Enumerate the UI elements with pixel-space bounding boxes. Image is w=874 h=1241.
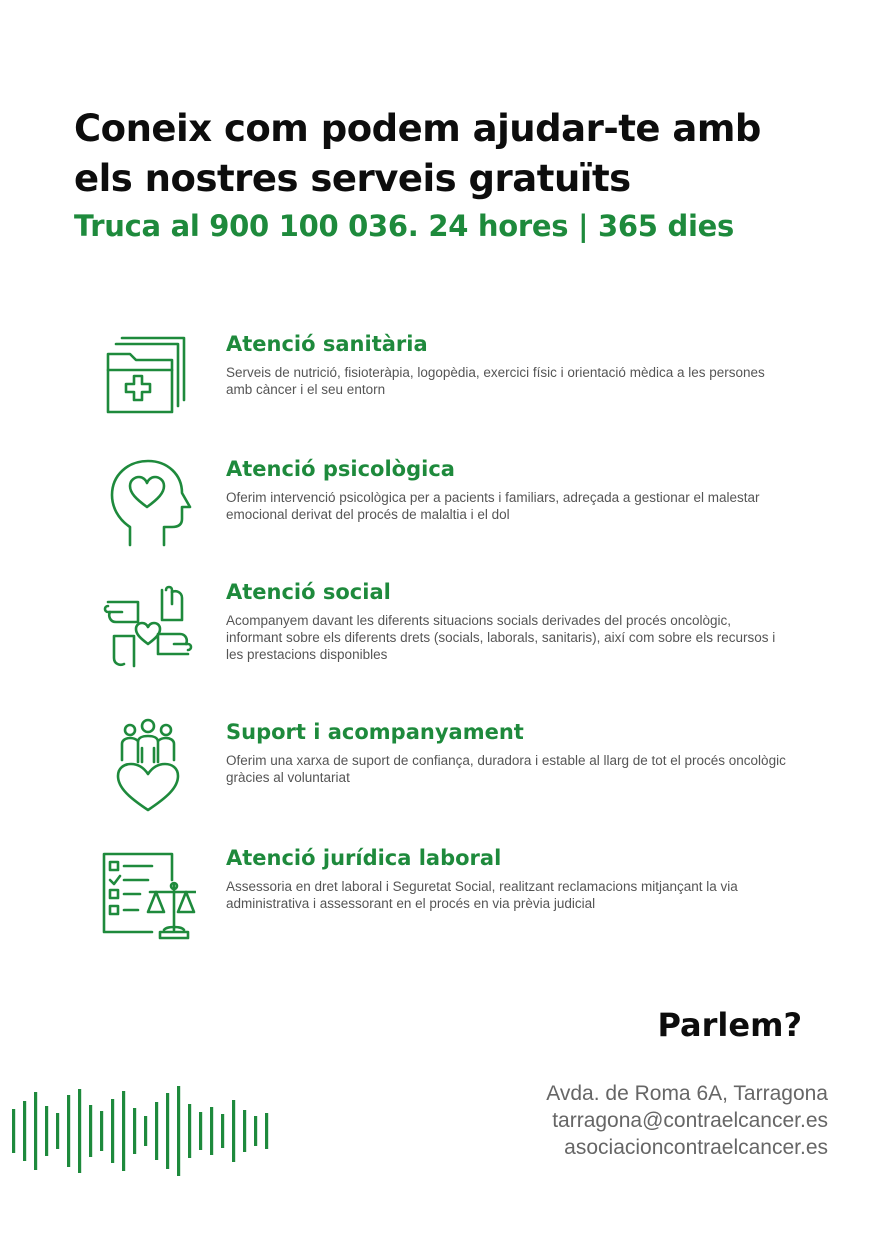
sound-bars-icon bbox=[10, 1086, 272, 1176]
parlem-heading: Parlem? bbox=[657, 1006, 802, 1044]
sound-bar bbox=[221, 1114, 224, 1148]
sound-bar bbox=[144, 1116, 147, 1146]
service-title: Atenció jurídica laboral bbox=[226, 846, 502, 870]
service-description: Serveis de nutrició, fisioteràpia, logopèdia, exercici físic i orientació mèdica a les persones amb càncer i el seu entorn bbox=[226, 365, 765, 397]
page-headline bbox=[74, 104, 814, 204]
sound-bar bbox=[100, 1111, 103, 1151]
hands-heart-icon bbox=[100, 580, 196, 676]
sound-bar bbox=[265, 1113, 268, 1149]
sound-bar bbox=[122, 1091, 125, 1171]
sound-bar bbox=[45, 1106, 48, 1156]
service-description: Assessoria en dret laboral i Seguretat Social, realitzant reclamacions mitjançant la via administrativa i assessorant en el procés en via prèvia judicial bbox=[226, 879, 738, 911]
sound-bar bbox=[177, 1086, 180, 1176]
sound-bar bbox=[111, 1099, 114, 1163]
headline-line-1: Coneix com podem ajudar-te amb bbox=[74, 107, 761, 150]
sound-bar bbox=[188, 1104, 191, 1158]
medical-folder-icon bbox=[100, 330, 196, 426]
checklist-scales-icon bbox=[100, 850, 196, 946]
sound-bar bbox=[23, 1101, 26, 1161]
sound-bar bbox=[89, 1105, 92, 1157]
service-title: Atenció social bbox=[226, 580, 391, 604]
sound-bar bbox=[210, 1107, 213, 1155]
sound-bar bbox=[155, 1102, 158, 1160]
contact-block bbox=[546, 1080, 828, 1161]
website-link[interactable]: asociacioncontraelcancer.es bbox=[564, 1136, 828, 1159]
service-title: Suport i acompanyament bbox=[226, 720, 524, 744]
sound-bar bbox=[133, 1108, 136, 1154]
service-description: Oferim intervenció psicològica per a pacients i familiars, adreçada a gestionar el malestar emocional derivat del procés de malaltia i el dol bbox=[226, 490, 760, 522]
service-title: Atenció psicològica bbox=[226, 457, 455, 481]
sound-bar bbox=[254, 1116, 257, 1146]
sound-bar bbox=[56, 1113, 59, 1149]
sound-bar bbox=[34, 1092, 37, 1170]
sound-bar bbox=[243, 1110, 246, 1152]
people-heart-icon bbox=[100, 718, 196, 814]
sound-bar bbox=[12, 1109, 15, 1153]
service-description: Acompanyem davant les diferents situacions socials derivades del procés oncològic, informant sobre els diferents drets (socials, laborals, sanitaris), així com sobre els recursos i les prestacions disponibles bbox=[226, 613, 776, 662]
address-text: Avda. de Roma 6A, Tarragona bbox=[546, 1082, 828, 1105]
sound-bar bbox=[67, 1095, 70, 1167]
headline-line-2: els nostres serveis gratuïts bbox=[74, 157, 631, 200]
email-link[interactable]: tarragona@contraelcancer.es bbox=[552, 1109, 828, 1132]
sound-bar bbox=[199, 1112, 202, 1150]
service-description: Oferim una xarxa de suport de confiança, duradora i estable al llarg de tot el procés oncològic gràcies al voluntariat bbox=[226, 753, 786, 785]
sound-bar bbox=[166, 1093, 169, 1169]
head-heart-icon bbox=[100, 455, 196, 551]
service-title: Atenció sanitària bbox=[226, 332, 428, 356]
sound-bar bbox=[78, 1089, 81, 1173]
sound-bar bbox=[232, 1100, 235, 1162]
hotline-text: Truca al 900 100 036. 24 hores | 365 dies bbox=[74, 209, 734, 243]
